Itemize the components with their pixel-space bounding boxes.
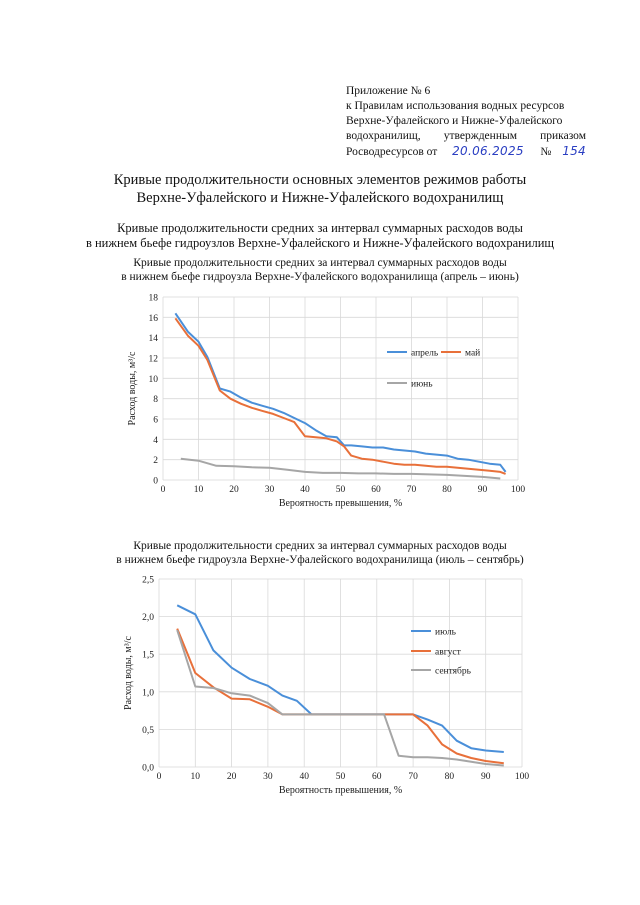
- order-date-line: Росводресурсов от 20.06.2025 № 154: [346, 144, 586, 158]
- x-tick-label: 100: [510, 485, 526, 495]
- x-tick-label: 80: [442, 485, 452, 495]
- chart-apr-jun: [100, 286, 560, 516]
- x-tick-label: 20: [226, 772, 237, 782]
- x-tick-label: 70: [406, 485, 417, 495]
- appendix-header: [346, 84, 586, 160]
- x-tick-label: 40: [299, 772, 309, 782]
- y-axis-label: Расход воды, м³/с: [127, 351, 138, 426]
- x-tick-label: 60: [372, 772, 382, 782]
- legend-label: май: [465, 348, 481, 359]
- x-tick-label: 0: [160, 485, 166, 495]
- x-axis-label: Вероятность превышения, %: [278, 785, 403, 796]
- y-tick-label: 16: [148, 313, 158, 324]
- x-tick-label: 10: [193, 485, 204, 495]
- y-tick-label: 1,0: [142, 688, 154, 699]
- chart-jul-sep: [100, 570, 560, 810]
- x-tick-label: 30: [264, 485, 275, 495]
- x-tick-label: 80: [444, 772, 455, 782]
- x-tick-label: 40: [300, 485, 310, 495]
- x-tick-label: 70: [408, 772, 418, 782]
- x-tick-label: 30: [263, 772, 273, 782]
- handwritten-order-number: 154: [562, 144, 586, 158]
- x-axis-label: Вероятность превышения, %: [278, 498, 403, 509]
- x-tick-label: 50: [335, 772, 346, 782]
- y-tick-label: 0,0: [142, 763, 154, 774]
- handwritten-date: 20.06.2025: [452, 144, 524, 158]
- y-tick-label: 8: [153, 395, 158, 406]
- chart2-title: Кривые продолжительности средних за интервал суммарных расходов воды в нижнем бьефе гидроузла Верхне-Уфалейского водохранилища (июль – сентябрь): [116, 540, 524, 566]
- y-tick-label: 0,5: [142, 725, 154, 736]
- appendix-ref-line: Верхне-Уфалейского и Нижне-Уфалейского: [346, 115, 563, 127]
- appendix-ref-line: водохранилищ, утвержденным приказом: [346, 130, 586, 142]
- x-tick-label: 60: [371, 485, 381, 495]
- y-tick-label: 12: [148, 354, 158, 365]
- appendix-ref-line: к Правилам использования водных ресурсов: [346, 100, 565, 112]
- legend-label: июль: [435, 627, 457, 638]
- x-tick-label: 100: [514, 772, 530, 782]
- x-tick-label: 10: [190, 772, 201, 782]
- legend-label: апрель: [411, 348, 439, 359]
- y-axis-label: Расход воды, м³/с: [123, 636, 134, 710]
- section-title: Кривые продолжительности средних за интервал суммарных расходов воды в нижнем бьефе гидроузлов Верхне-Уфалейского и Нижне-Уфалейского водохранилищ: [85, 221, 555, 250]
- main-title: Кривые продолжительности основных элементов режимов работы Верхне-Уфалейского и Нижне-Уфалейского водохранилищ: [113, 172, 527, 206]
- chart1-title: Кривые продолжительности средних за интервал суммарных расходов воды в нижнем бьефе гидроузла Верхне-Уфалейского водохранилища (апрель – июнь): [121, 257, 519, 283]
- y-tick-label: 0: [153, 476, 158, 487]
- y-tick-label: 6: [153, 415, 158, 426]
- x-tick-label: 90: [477, 485, 488, 495]
- x-tick-label: 20: [229, 485, 239, 495]
- y-tick-label: 10: [148, 374, 158, 385]
- y-tick-label: 18: [148, 293, 158, 304]
- legend-label: август: [435, 647, 461, 658]
- y-tick-label: 1,5: [142, 650, 154, 661]
- x-tick-label: 0: [156, 772, 162, 782]
- y-tick-label: 4: [153, 435, 158, 446]
- y-tick-label: 14: [148, 334, 158, 345]
- y-tick-label: 2,5: [142, 575, 154, 586]
- x-tick-label: 90: [480, 772, 491, 782]
- appendix-number: Приложение № 6: [346, 85, 431, 97]
- legend-label: сентябрь: [435, 666, 471, 677]
- legend-label: июнь: [411, 379, 433, 390]
- y-tick-label: 2,0: [142, 613, 154, 624]
- y-tick-label: 2: [153, 456, 158, 467]
- x-tick-label: 50: [335, 485, 346, 495]
